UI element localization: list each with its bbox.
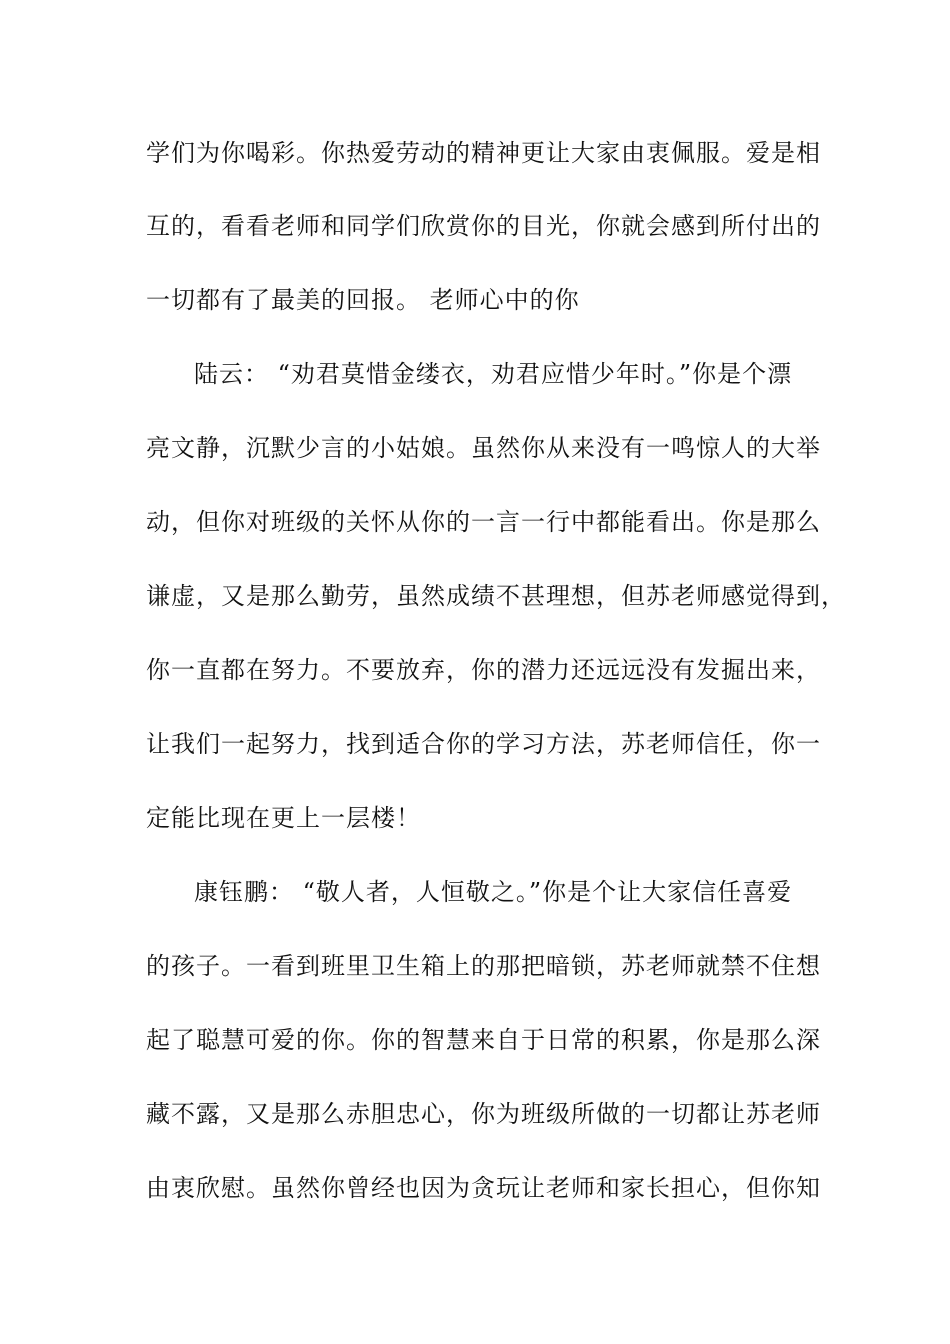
text-line: 你一直都在努力。不要放弃，你的潜力还远远没有发掘出来，: [146, 656, 821, 684]
text-line: 起了聪慧可爱的你。你的智慧来自于日常的积累，你是那么深: [146, 1026, 821, 1054]
text-line: 学们为你喝彩。你热爱劳动的精神更让大家由衷佩服。爱是相: [146, 139, 821, 167]
text-line: 定能比现在更上一层楼！: [146, 804, 421, 832]
text-line: 的孩子。一看到班里卫生箱上的那把暗锁，苏老师就禁不住想: [146, 952, 821, 980]
text-line: 让我们一起努力，找到适合你的学习方法，苏老师信任，你一: [146, 730, 821, 758]
text-line: 一切都有了最美的回报。 老师心中的你: [146, 286, 580, 314]
paragraph-start-line: 康钰鹏： “敬人者，人恒敬之。”你是个让大家信任喜爱: [194, 878, 793, 906]
text-line: 互的，看看老师和同学们欣赏你的目光，你就会感到所付出的: [146, 212, 821, 240]
text-line: 亮文静，沉默少言的小姑娘。虽然你从来没有一鸣惊人的大举: [146, 434, 821, 462]
text-line: 由衷欣慰。虽然你曾经也因为贪玩让老师和家长担心，但你知: [146, 1174, 821, 1202]
text-line: 动，但你对班级的关怀从你的一言一行中都能看出。你是那么: [146, 508, 821, 536]
text-line: 谦虚，又是那么勤劳，虽然成绩不甚理想，但苏老师感觉得到，: [146, 582, 846, 610]
text-line: 藏不露，又是那么赤胆忠心，你为班级所做的一切都让苏老师: [146, 1100, 821, 1128]
paragraph-start-line: 陆云： “劝君莫惜金缕衣，劝君应惜少年时。”你是个漂: [194, 360, 793, 388]
